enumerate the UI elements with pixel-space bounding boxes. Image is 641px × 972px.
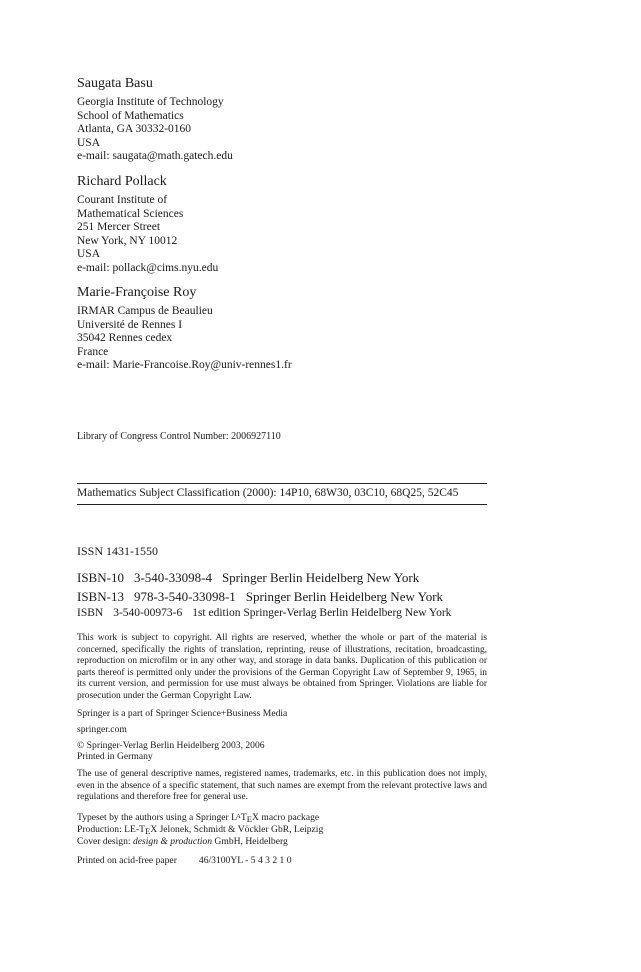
address-line: Courant Institute of [77, 194, 168, 206]
author-name-pollack: Richard Pollack [77, 174, 167, 189]
author-address-pollack [77, 194, 218, 276]
divider [77, 483, 487, 484]
isbn-label: ISBN-13 [77, 589, 124, 604]
typeset-line: Typeset by the authors using a Springer $L^ATEX$ macro package [77, 812, 320, 824]
author-address-roy [77, 305, 292, 373]
isbn-first-edition [77, 607, 451, 619]
printed-in: Printed in Germany [77, 751, 153, 762]
copyright-notice: This work is subject to copyright. All rights are reserved, whether the whole or part of the material is concerned, specifically the rights of translation, reprinting, reuse of illustrations, recitation, broadcasting, reproduction on microfilm or in any other way, and storage in data banks. Duplication of this publication or parts thereof is permitted only under the provisions of the German Copyright Law of September 9, 1965, in its current version, and permission for use must always be obtained from Springer. Violations are liable for prosecution under the German Copyright Law. [77, 633, 487, 701]
isbn-number: 978-3-540-33098-1 [133, 589, 236, 604]
isbn-label: ISBN [77, 607, 104, 619]
latex-logo: $L^ATEX$ [231, 812, 259, 824]
author-name-roy: Marie-Françoise Roy [77, 285, 197, 300]
address-line: School of Mathematics [77, 109, 184, 122]
cover-design-line: Cover design: design & production GmbH, Heidelberg [77, 836, 288, 847]
address-line: 251 Mercer Street [77, 221, 161, 234]
acid-free-paper: Printed on acid-free paper [77, 855, 177, 866]
isbn-publisher: 1st edition Springer-Verlag Berlin Heidelberg New York [192, 607, 452, 619]
springer-url: springer.com [77, 724, 127, 735]
isbn-publisher: Springer Berlin Heidelberg New York [245, 589, 444, 604]
trademark-notice: The use of general descriptive names, registered names, trademarks, etc. in this publication does not imply, even in the absence of a specific statement, that such names are exempt from the relevant protective laws and regulations and therefore free for general use. [77, 769, 487, 803]
address-line: Georgia Institute of Technology [77, 96, 224, 108]
address-line: Université de Rennes I [77, 318, 183, 331]
address-line: New York, NY 10012 [77, 234, 178, 247]
isbn-publisher: Springer Berlin Heidelberg New York [221, 570, 420, 585]
isbn-label: ISBN-10 [77, 570, 124, 585]
print-code: 46/3100YL - 5 4 3 2 1 0 [198, 855, 292, 866]
copyright-line: © Springer-Verlag Berlin Heidelberg 2003, 2006 [77, 740, 265, 751]
address-line: IRMAR Campus de Beaulieu [77, 305, 213, 317]
issn: ISSN 1431-1550 [77, 544, 159, 558]
loc-control-number: Library of Congress Control Number: 2006927110 [77, 431, 281, 442]
address-line: Mathematical Sciences [77, 207, 184, 220]
isbn-10 [77, 570, 419, 586]
printed-on-line [77, 855, 292, 866]
address-line: 35042 Rennes cedex [77, 332, 173, 345]
msc-classification: Mathematics Subject Classification (2000): 14P10, 68W30, 03C10, 68Q25, 52C45 [77, 487, 459, 499]
author-email: e-mail: Marie-Francoise.Roy@univ-rennes1.fr [77, 359, 292, 372]
author-email: e-mail: pollack@cims.nyu.edu [77, 261, 219, 274]
isbn-13 [77, 589, 443, 605]
isbn-number: 3-540-33098-4 [133, 570, 212, 585]
isbn-number: 3-540-00973-6 [113, 607, 183, 619]
address-line: Atlanta, GA 30332-0160 [77, 123, 192, 136]
author-name-basu: Saugata Basu [77, 76, 153, 91]
production-line: Production: LE-TEX Jelonek, Schmidt & Vöckler GbR, Leipzig [77, 824, 324, 836]
address-line: USA [77, 136, 101, 149]
author-email: e-mail: saugata@math.gatech.edu [77, 150, 233, 163]
springer-part: Springer is a part of Springer Science+Business Media [77, 708, 288, 719]
address-line: France [77, 345, 109, 358]
author-address-basu [77, 96, 233, 164]
divider [77, 504, 487, 505]
address-line: USA [77, 248, 101, 261]
